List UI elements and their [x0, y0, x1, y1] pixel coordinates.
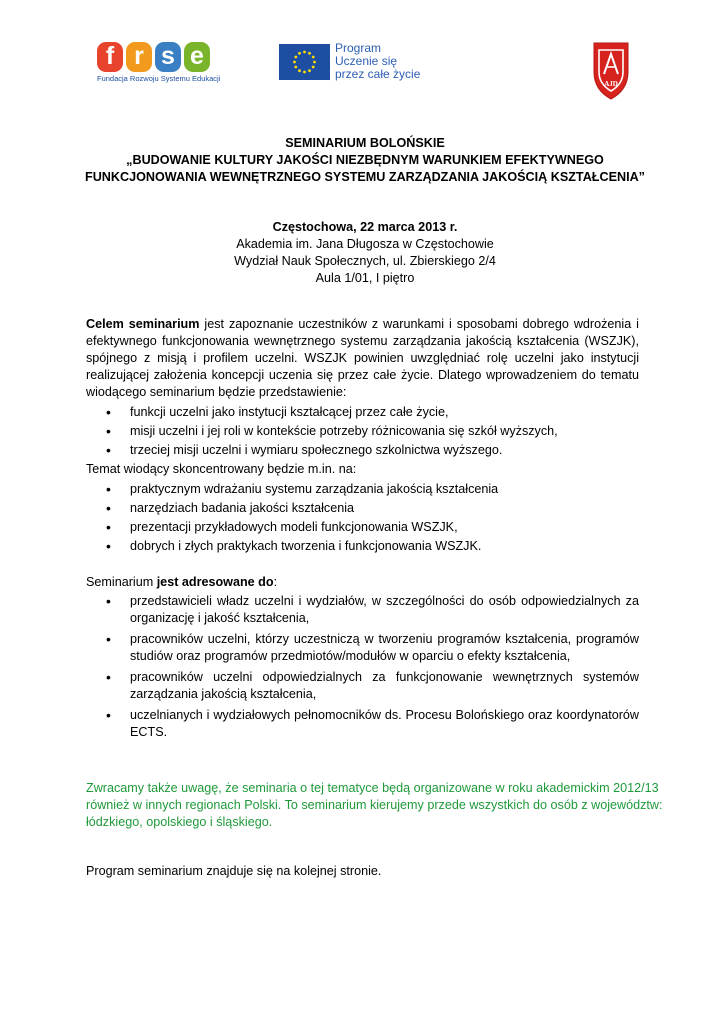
list-item: • przedstawicieli władz uczelni i wydziałów, w szczególności do osób odpowiedzialnych za organizację i jakość kształcenia, [86, 593, 639, 627]
notice-line-1: Zwracamy także uwagę, że seminaria o tej tematyce będą organizowane w roku akademickim 2012/13 [86, 781, 659, 795]
ajd-crest-icon [593, 42, 629, 100]
list-item: • dobrych i złych praktykach tworzenia i funkcjonowania WSZJK. [86, 538, 639, 555]
list-item: • praktycznym wdrażaniu systemu zarządzania jakością kształcenia [86, 481, 639, 498]
frse-letter-s: s [155, 42, 181, 72]
frse-letters [97, 42, 222, 72]
title-line-1: SEMINARIUM BOLOŃSKIE [285, 136, 445, 150]
topic-intro: Temat wiodący skoncentrowany będzie m.in. na: [86, 462, 357, 476]
venue-room: Aula 1/01, I piętro [315, 271, 415, 285]
eu-line-2: Uczenie się [335, 54, 398, 68]
frse-logo [97, 42, 222, 87]
list-item: • narzędziach badania jakości kształcenia [86, 500, 639, 517]
audience-list [86, 593, 639, 741]
audience-section [86, 574, 639, 745]
seminar-date: Częstochowa, 22 marca 2013 r. [272, 220, 458, 234]
goal-section [86, 316, 639, 557]
notice-line-3: łódzkiego, opolskiego i śląskiego. [86, 815, 273, 829]
frse-letter-f: f [97, 42, 123, 72]
audience-bold: jest adresowane do [156, 575, 274, 589]
eu-program-text [335, 42, 420, 81]
goal-text: jest zapoznanie uczestników z warunkami i sposobami dobrego wdrożenia i efektywnego funkcjonowania wewnętrznego systemu zarządzania jakością kształcenia (WSZJK), spójnego z misją i profilem uczelni. WSZJK powinien uwzględniać rolę uczelni jako instytucji realizującej założenia koncepcji uczenia się przez całe życie. Dlatego wprowadzeniem do tematu wiodącego seminarium będzie przedstawienie: [86, 317, 639, 399]
audience-suffix: : [273, 575, 278, 589]
goal-list [86, 404, 639, 459]
list-item: • pracowników uczelni odpowiedzialnych za funkcjonowanie wewnętrznych systemów zarządzania jakością kształcenia, [86, 669, 639, 703]
frse-letter-e: e [184, 42, 210, 72]
venue-faculty: Wydział Nauk Społecznych, ul. Zbierskiego 2/4 [234, 254, 496, 268]
audience-prefix: Seminarium [86, 575, 157, 589]
title-line-2: „BUDOWANIE KULTURY JAKOŚCI NIEZBĘDNYM WARUNKIEM EFEKTYWNEGO [126, 153, 604, 167]
eu-line-3: przez całe życie [335, 67, 421, 81]
frse-subtitle: Fundacja Rozwoju Systemu Edukacji [97, 74, 221, 83]
eu-program-logo [279, 42, 439, 84]
ajd-crest-letters: AJD [604, 80, 618, 88]
audience-intro [86, 574, 639, 591]
list-item: • pracowników uczelni, którzy uczestniczą w tworzeniu programów kształcenia, programów studiów oraz programów przedmiotów/modułów w oparciu o efekty kształcenia, [86, 631, 639, 665]
list-item: • funkcji uczelni jako instytucji kształcącej przez całe życie, [86, 404, 639, 421]
frse-letter-r: r [126, 42, 152, 72]
eu-line-1: Program [335, 41, 382, 55]
program-note: Program seminarium znajduje się na kolejnej stronie. [86, 864, 382, 878]
goal-paragraph [86, 316, 639, 401]
seminar-title [80, 135, 650, 186]
regional-notice [86, 780, 663, 831]
list-item: • prezentacji przykładowych modeli funkcjonowania WSZJK, [86, 519, 639, 536]
venue-block [80, 219, 650, 287]
list-item: • misji uczelni i jej roli w kontekście potrzeby różnicowania się szkół wyższych, [86, 423, 639, 440]
venue-academy: Akademia im. Jana Długosza w Częstochowie [236, 237, 494, 251]
topic-list [86, 481, 639, 555]
list-item: • uczelnianych i wydziałowych pełnomocników ds. Procesu Bolońskiego oraz koordynatorów ECTS. [86, 707, 639, 741]
notice-line-2: również w innych regionach Polski. To seminarium kierujemy przede wszystkich do osób z województw: [86, 798, 663, 812]
list-item: • trzeciej misji uczelni i wymiaru społecznego szkolnictwa wyższego. [86, 442, 639, 459]
goal-lead: Celem seminarium [86, 317, 200, 331]
eu-flag-icon [279, 44, 330, 80]
title-line-3: FUNKCJONOWANIA WEWNĘTRZNEGO SYSTEMU ZARZĄDZANIA JAKOŚCIĄ KSZTAŁCENIA” [85, 170, 645, 184]
